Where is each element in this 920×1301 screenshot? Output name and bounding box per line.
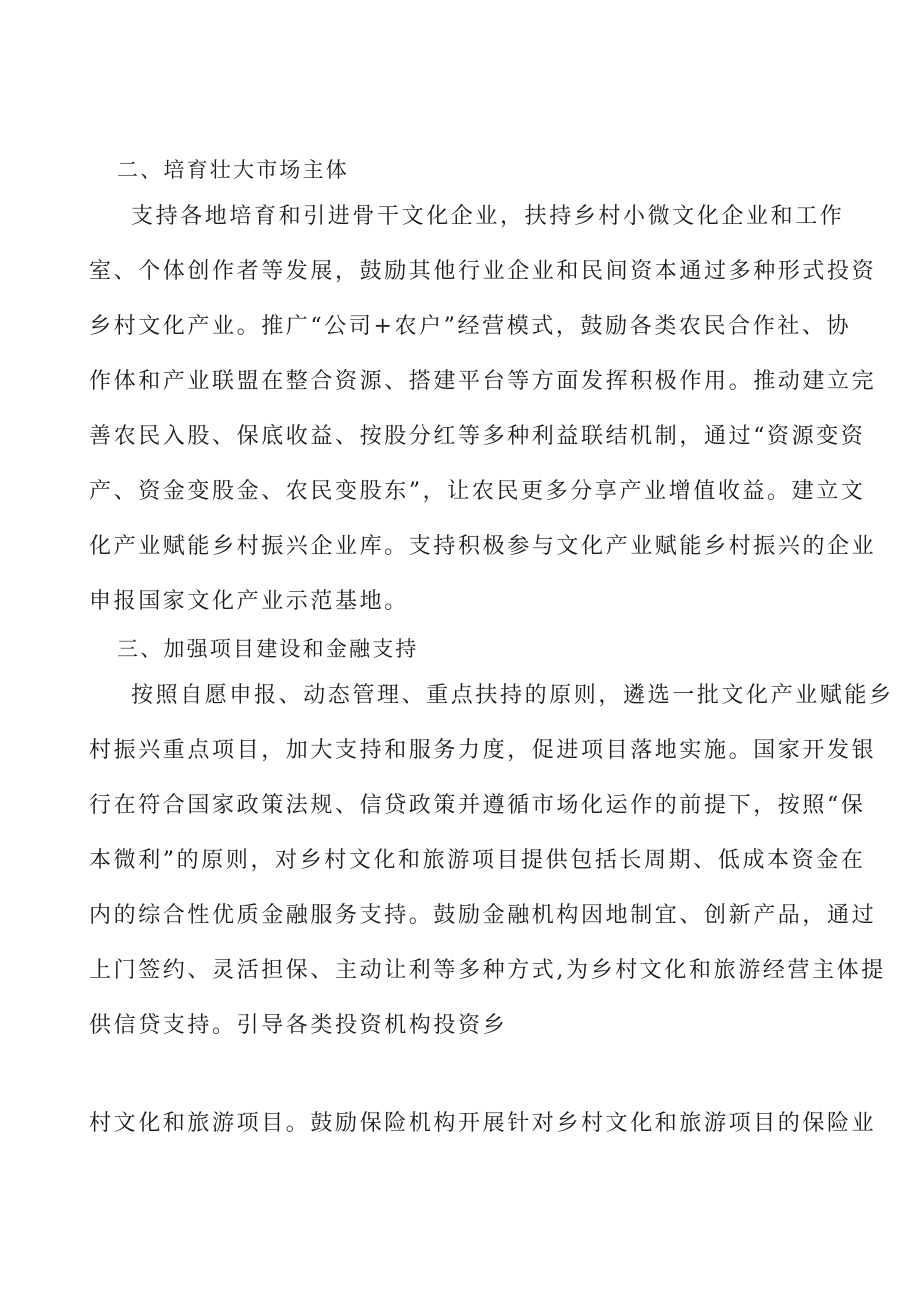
paragraph-line: 按照自愿申报、动态管理、重点扶持的原则，遴选一批文化产业赋能乡 (131, 683, 894, 708)
paragraph-line: 供信贷支持。引导各类投资机构投资乡 (89, 1013, 508, 1038)
section-heading-2: 二、培育壮大市场主体 (117, 158, 349, 182)
section-heading-3: 三、加强项目建设和金融支持 (117, 637, 419, 661)
paragraph-line: 作体和产业联盟在整合资源、搭建平台等方面发挥积极作用。推动建立完 (89, 369, 877, 394)
paragraph-line: 支持各地培育和引进骨干文化企业，扶持乡村小微文化企业和工作 (131, 204, 845, 229)
paragraph-line: 产、资金变股金、农民变股东”，让农民更多分享产业增值收益。建立文 (89, 479, 866, 504)
paragraph-line: 上门签约、灵活担保、主动让利等多种方式,为乡村文化和旅游经营主体提 (89, 958, 886, 983)
paragraph-line: 善农民入股、保底收益、按股分红等多种利益联结机制，通过“资源变资 (89, 424, 866, 449)
paragraph-line: 本微利”的原则，对乡村文化和旅游项目提供包括长周期、低成本资金在 (89, 848, 866, 873)
continuation-line: 村文化和旅游项目。鼓励保险机构开展针对乡村文化和旅游项目的保险业 (89, 1111, 877, 1136)
paragraph-line: 乡村文化产业。推广“公司+农户”经营模式，鼓励各类农民合作社、协 (89, 314, 852, 339)
paragraph-line: 内的综合性优质金融服务支持。鼓励金融机构因地制宜、创新产品，通过 (89, 903, 877, 928)
paragraph-line: 村振兴重点项目，加大支持和服务力度，促进项目落地实施。国家开发银 (89, 738, 877, 763)
paragraph-line: 化产业赋能乡村振兴企业库。支持积极参与文化产业赋能乡村振兴的企业 (89, 534, 877, 559)
paragraph-line: 室、个体创作者等发展，鼓励其他行业企业和民间资本通过多种形式投资 (89, 259, 877, 284)
paragraph-line: 申报国家文化产业示范基地。 (89, 589, 409, 614)
paragraph-line: 行在符合国家政策法规、信贷政策并遵循市场化运作的前提下，按照“保 (89, 793, 866, 818)
